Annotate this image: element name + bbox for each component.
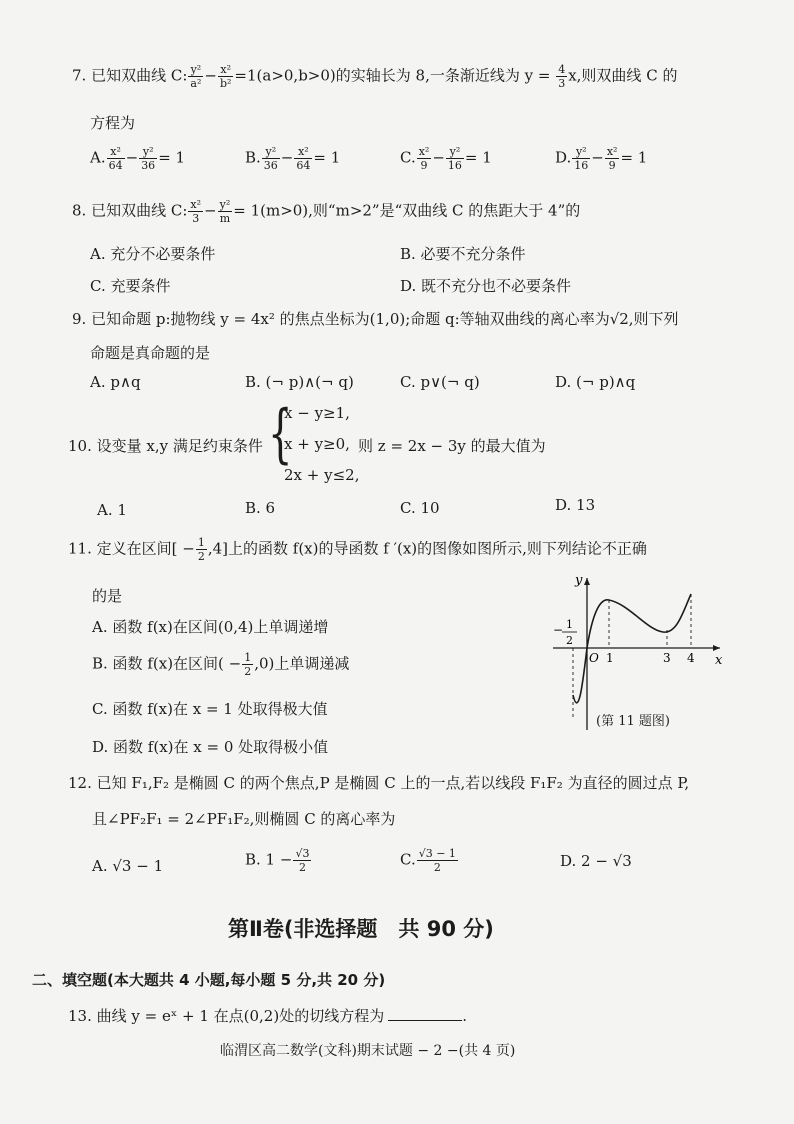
q11-stem: 11. 定义在区间[ − $\frac{1}{2}$ ,4]上的函数 f(x)的导函数 f ′(x)的图像如图所示,则下列结论不正确 <box>68 536 647 563</box>
q10-option-c: C. 10 <box>400 499 440 517</box>
x-axis-label: x <box>715 653 723 668</box>
tick-1: 1 <box>606 651 614 665</box>
page-footer: 临渭区高二数学(文科)期末试题 − 2 −(共 4 页) <box>220 1043 516 1059</box>
q7-stem-line2: 方程为 <box>90 114 136 132</box>
q7-option-c: C. $\frac{\text{x²}}{9}$ − $\frac{\text{y²}}{16}$ = 1 <box>400 145 492 172</box>
q10-option-b: B. 6 <box>245 499 276 517</box>
q9-option-a: A. p∧q <box>90 373 141 391</box>
q12-stem-line2: 且∠PF₂F₁ = 2∠PF₁F₂,则椭圆 C 的离心率为 <box>92 810 396 828</box>
q8-option-d: D. 既不充分也不必要条件 <box>400 277 572 295</box>
q10-stem-a: 10. 设变量 x,y 满足约束条件 <box>68 437 263 455</box>
q10-constraint-2: x + y≥0, <box>284 435 350 453</box>
q7-option-a: A. $\frac{\text{x²}}{64}$ − $\frac{\text{y²}}{36}$ = 1 <box>90 145 186 172</box>
q9-option-d: D. (¬ p)∧q <box>555 373 636 391</box>
q12-stem: 12. 已知 F₁,F₂ 是椭圆 C 的两个焦点,P 是椭圆 C 上的一点,若以线段 F₁F₂ 为直径的圆过点 P, <box>68 774 690 792</box>
q8-option-c: C. 充要条件 <box>90 277 171 295</box>
q9-stem: 9. 已知命题 p:抛物线 y = 4x² 的焦点坐标为(1,0);命题 q:等轴双曲线的离心率为√2,则下列 <box>72 310 679 328</box>
q11-stem-line2: 的是 <box>92 587 123 605</box>
q8-option-b: B. 必要不充分条件 <box>400 245 526 263</box>
q11-option-c: C. 函数 f(x)在 x = 1 处取得极大值 <box>92 700 328 718</box>
part2-title: 第Ⅱ卷(非选择题 共 90 分) <box>228 917 494 941</box>
q10-constraint-1: x − y≥1, <box>284 404 350 422</box>
q10-option-d: D. 13 <box>555 496 596 514</box>
q11-option-b: B. 函数 f(x)在区间( − $\frac{1}{2}$ ,0)上单调递减 <box>92 651 350 678</box>
q11-option-a: A. 函数 f(x)在区间(0,4)上单调递增 <box>92 618 329 636</box>
q8-option-a: A. 充分不必要条件 <box>90 245 216 263</box>
origin-label: O <box>589 651 599 665</box>
x-axis-arrow-icon <box>713 645 720 651</box>
q9-stem-line2: 命题是真命题的是 <box>90 344 211 362</box>
q9-option-b: B. (¬ p)∧(¬ q) <box>245 373 354 391</box>
q13-answer-blank[interactable] <box>388 1006 462 1021</box>
q12-option-d: D. 2 − √3 <box>560 852 632 870</box>
tick-neg-num: 1 <box>566 618 573 631</box>
q10-constraint-3: 2x + y≤2, <box>284 466 360 484</box>
q12-option-c: C. $\frac{√3 - 1}{2}$ <box>400 847 456 874</box>
q13-stem: 13. 曲线 y = eˣ + 1 在点(0,2)处的切线方程为 . <box>68 1007 467 1025</box>
q11-option-d: D. 函数 f(x)在 x = 0 处取得极小值 <box>92 738 329 756</box>
q8-stem: 8. 已知双曲线 C: $\frac{\text{x²}}{3}$ − $\frac{\text{y²}}{m}$ = 1(m>0),则“m>2”是“双曲线 C 的焦距大于 4”的 <box>72 198 581 225</box>
q10-stem-b: 则 z = 2x − 3y 的最大值为 <box>358 437 546 455</box>
y-axis-arrow-icon <box>584 578 590 585</box>
q11-figure-caption: (第 11 题图) <box>596 714 670 729</box>
q7-stem: 7. 已知双曲线 C: $\frac{\text{y²}}{\text{a²}}$ − $\frac{\text{x²}}{\text{b²}}$ =1(a>0,b>0)的实轴长为 8,一条渐近线为 y = $\frac{4}{3}$ x,则双曲线 C 的 <box>72 63 678 90</box>
q9-option-c: C. p∨(¬ q) <box>400 373 480 391</box>
y-axis-label: y <box>575 573 583 588</box>
section-fill-in-title: 二、填空题(本大题共 4 小题,每小题 5 分,共 20 分) <box>32 971 386 989</box>
tick-neg-sign: − <box>553 623 564 637</box>
q10-brace: { <box>268 397 293 471</box>
tick-4: 4 <box>687 651 695 665</box>
q10-option-a: A. 1 <box>97 501 127 519</box>
tick-neg-den: 2 <box>566 634 573 647</box>
tick-3: 3 <box>663 651 671 665</box>
q7-option-d: D. $\frac{\text{y²}}{16}$ − $\frac{\text{x²}}{9}$ = 1 <box>555 145 648 172</box>
q7-option-b: B. $\frac{\text{y²}}{36}$ − $\frac{\text{x²}}{64}$ = 1 <box>245 145 341 172</box>
q12-option-b: B. 1 − $\frac{√3}{2}$ <box>245 847 310 874</box>
q12-option-a: A. √3 − 1 <box>92 857 164 875</box>
